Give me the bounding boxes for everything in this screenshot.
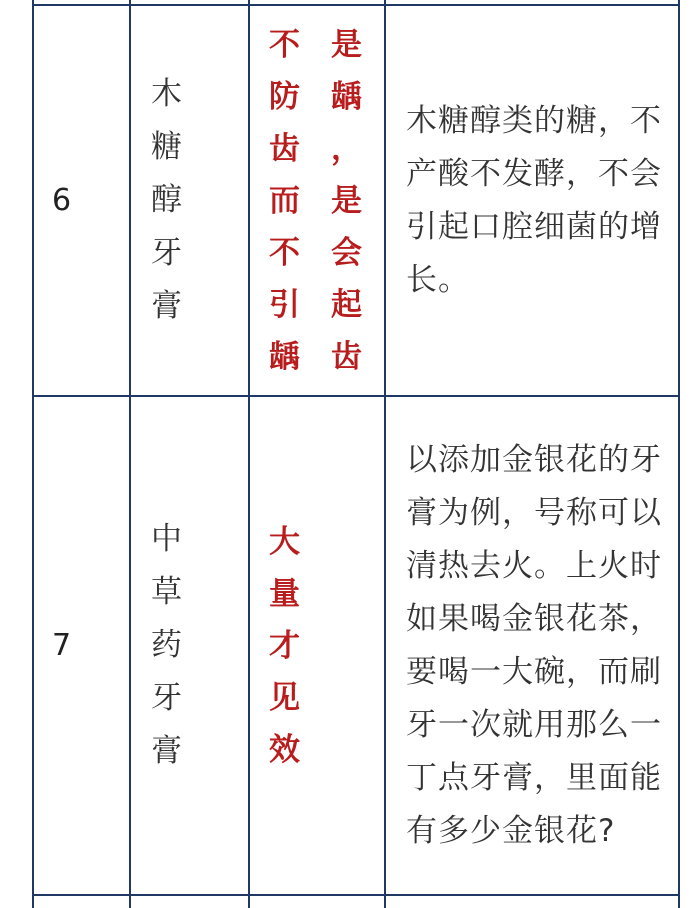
explanation-cell — [386, 6, 678, 395]
row-number-cell — [34, 397, 129, 894]
product-name-cell — [131, 397, 248, 894]
product-name: 中草药牙膏 — [151, 521, 196, 769]
row-divider-bottom — [32, 894, 678, 896]
explanation-text: 木糖醇类的糖，不产酸不发酵，不会引起口腔细菌的增长。 — [406, 102, 662, 298]
product-name-cell — [131, 6, 248, 395]
row-number-cell — [34, 6, 129, 395]
row-number: 7 — [52, 628, 72, 663]
explanation-cell — [386, 397, 678, 894]
verdict-cell — [250, 397, 384, 894]
verdict-text: 不是防龋齿，而是不会引起龋齿 — [269, 26, 393, 375]
verdict-text: 大量才见效 — [269, 523, 331, 768]
product-name: 木糖醇牙膏 — [151, 76, 196, 324]
verdict-cell — [250, 6, 393, 395]
table-row — [0, 6, 700, 395]
row-number: 6 — [52, 183, 72, 218]
table-row — [0, 397, 700, 894]
explanation-text: 以添加金银花的牙膏为例，号称可以清热去火。上火时如果喝金银花茶，要喝一大碗，而刷牙一次就用那么一丁点牙膏，里面能有多少金银花? — [406, 441, 662, 849]
